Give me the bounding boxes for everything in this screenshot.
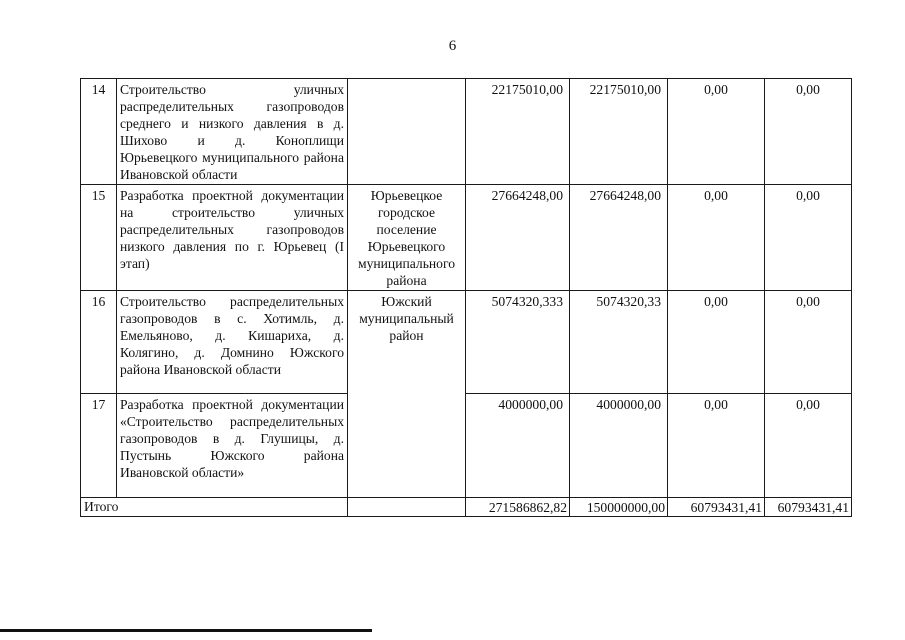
row-number: 17	[81, 394, 117, 498]
amount-col3: 0,00	[668, 185, 765, 291]
amount-col2: 27664248,00	[570, 185, 668, 291]
executor-cell: Юрьевецкое городское поселение Юрьевецкого муниципального района	[348, 185, 466, 291]
amount-col4: 0,00	[765, 79, 852, 185]
table-row	[81, 291, 852, 394]
row-number: 14	[81, 79, 117, 185]
amount-col3: 0,00	[668, 79, 765, 185]
executor-cell	[348, 79, 466, 185]
total-row	[81, 498, 852, 517]
amount-col2: 4000000,00	[570, 394, 668, 498]
amount-total: 5074320,333	[466, 291, 570, 394]
amount-col3: 0,00	[668, 291, 765, 394]
project-name: Строительство уличных распределительных газопроводов среднего и низкого давления в д. Шихово и д. Коноплищи Юрьевецкого муниципального района Ивановской области	[117, 79, 348, 185]
amount-col2: 5074320,33	[570, 291, 668, 394]
project-name: Разработка проектной документации на строительство уличных распределительных газопроводов низкого давления по г. Юрьевец (I этап)	[117, 185, 348, 291]
amount-col4: 0,00	[765, 185, 852, 291]
amount-total: 27664248,00	[466, 185, 570, 291]
total-col3: 60793431,41	[668, 498, 765, 517]
row-number: 16	[81, 291, 117, 394]
amount-col4: 0,00	[765, 394, 852, 498]
row-number: 15	[81, 185, 117, 291]
page-number: 6	[448, 38, 457, 54]
amount-total: 4000000,00	[466, 394, 570, 498]
total-label: Итого	[81, 498, 348, 517]
funding-table	[80, 78, 852, 517]
amount-col3: 0,00	[668, 394, 765, 498]
total-executor-cell	[348, 498, 466, 517]
bottom-rule	[0, 629, 372, 632]
table-row	[81, 79, 852, 185]
total-col2: 150000000,00	[570, 498, 668, 517]
table-row	[81, 185, 852, 291]
amount-col2: 22175010,00	[570, 79, 668, 185]
amount-total: 22175010,00	[466, 79, 570, 185]
total-amount: 271586862,82	[466, 498, 570, 517]
table-row	[81, 394, 852, 498]
project-name: Строительство распределительных газопроводов в с. Хотимль, д. Емельяново, д. Кишариха, д. Колягино, д. Домнино Южского района Ивановской области	[117, 291, 348, 394]
project-name: Разработка проектной документации «Строительство распределительных газопроводов в д. Глушицы, д. Пустынь Южского района Ивановской области»	[117, 394, 348, 498]
total-col4: 60793431,41	[765, 498, 852, 517]
executor-cell: Южский муниципальный район	[348, 291, 466, 498]
amount-col4: 0,00	[765, 291, 852, 394]
